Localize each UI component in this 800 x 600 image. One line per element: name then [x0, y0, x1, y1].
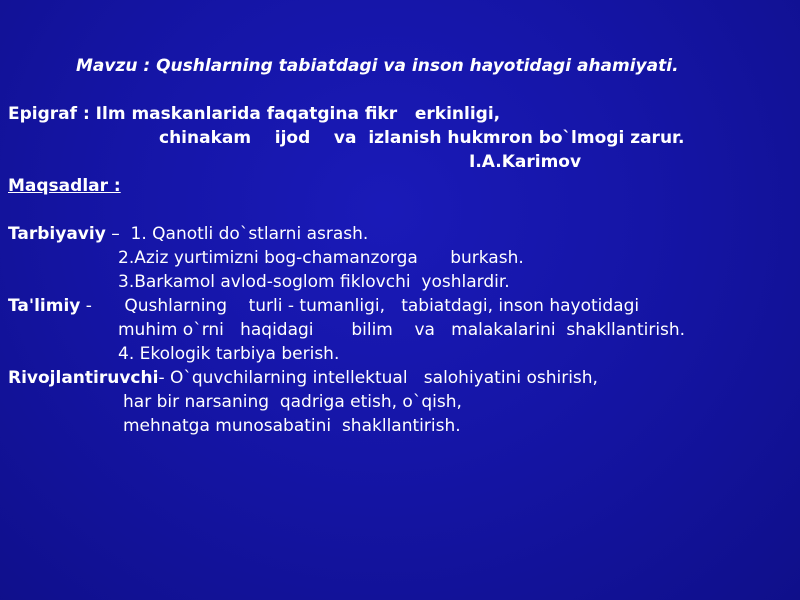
rivojlantiruvchi-line-1	[8, 366, 598, 390]
epigraph-text-2: chinakam ijod va izlanish hukmron bo`lmogi zarur.	[159, 128, 685, 148]
rivojlantiruvchi-text-1: - O`quvchilarning intellektual salohiyatini oshirish,	[158, 368, 598, 388]
epigraph-text-1: Ilm maskanlarida faqatgina fikr erkinligi,	[89, 104, 501, 124]
tarbiyaviy-line-1	[8, 222, 368, 246]
rivojlantiruvchi-label: Rivojlantiruvchi	[8, 368, 159, 388]
talimiy-text-1: - Qushlarning turli - tumanligi, tabiatdagi, inson hayotidagi	[80, 296, 640, 316]
slide-topic: Mavzu : Qushlarning tabiatdagi va inson hayotidagi ahamiyati.	[76, 56, 679, 76]
talimiy-text-3: 4. Ekologik tarbiya berish.	[118, 344, 340, 364]
epigraph-line-1	[8, 102, 500, 126]
talimiy-text-2: muhim o`rni haqidagi bilim va malakalarini shakllantirish.	[118, 320, 686, 340]
epigraph-author: I.A.Karimov	[469, 152, 582, 172]
talimiy-label: Ta'limiy	[8, 296, 81, 316]
tarbiyaviy-label: Tarbiyaviy	[8, 224, 106, 244]
tarbiyaviy-text-3: 3.Barkamol avlod-soglom fiklovchi yoshlardir.	[118, 272, 510, 292]
rivojlantiruvchi-text-3: mehnatga munosabatini shakllantirish.	[123, 416, 461, 436]
tarbiyaviy-text-2: 2.Aziz yurtimizni bog-chamanzorga burkash.	[118, 248, 524, 268]
epigraph-label: Epigraf :	[8, 104, 90, 124]
goals-heading: Maqsadlar :	[8, 176, 121, 196]
talimiy-line-1	[8, 294, 639, 318]
tarbiyaviy-text-1: – 1. Qanotli do`stlarni asrash.	[105, 224, 369, 244]
rivojlantiruvchi-text-2: har bir narsaning qadriga etish, o`qish,	[123, 392, 462, 412]
